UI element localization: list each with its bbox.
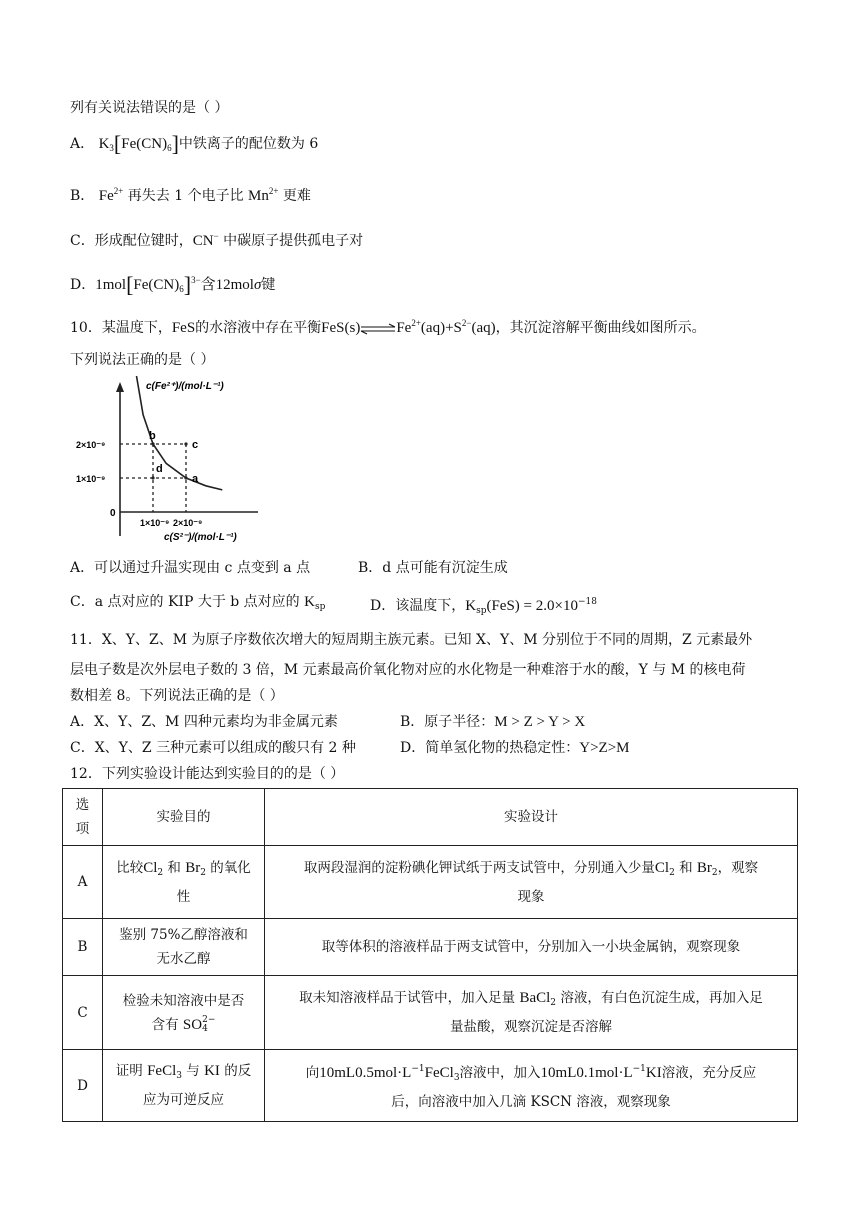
q11-option-a: A．X、Y、Z、M 四种元素均为非金属元素 [70, 714, 338, 730]
row-a-purpose: 比较$Cl_2$ 和 $Br_2$ 的氧化 性 [103, 846, 265, 919]
point-label-a: a [192, 473, 199, 485]
q10-option-b: B．d 点可能有沉淀生成 [358, 560, 508, 576]
table-row-a [63, 846, 798, 919]
q11-stem-line3: 数相差 8。下列说法正确的是（ ） [70, 688, 284, 704]
row-c-purpose: 检验未知溶液中是否 含有 SO2− 4 [103, 976, 265, 1050]
x-tick-label: 2×10⁻⁹ [173, 518, 203, 528]
q11-stem-line1: 11．X、Y、Z、M 为原子序数依次增大的短周期主族元素。已知 X、Y、M 分别位于不同的周期，Z 元素最外 [70, 632, 753, 648]
y-axis-arrow-icon [116, 382, 124, 392]
point-label-b: b [149, 430, 156, 442]
q11-option-c: C．X、Y、Z 三种元素可以组成的酸只有 2 种 [70, 740, 356, 756]
origin-label: 0 [110, 508, 116, 519]
row-b-design: 取等体积的溶液样品于两支试管中，分别加入一小块金属钠，观察现象 [265, 919, 798, 976]
q10-option-d: D．该温度下，$K_{sp}(FeS) = 2.0\times 10^{-18}$ [370, 597, 597, 616]
point-a [184, 476, 187, 479]
header-purpose: 实验目的 [103, 789, 265, 846]
row-d-design: 向$10mL0.5mol\cdot L^{-1}FeCl_3$溶液中，加入$10mL0.1mol\cdot L^{-1}KI$溶液，充分反应 后，向溶液中加入几滴 KSCN 溶液，观察现象 [265, 1050, 798, 1122]
point-d [151, 476, 154, 479]
row-c-design: 取未知溶液样品于试管中，加入足量 BaCl$_2$ 溶液，有白色沉淀生成，再加入足 量盐酸，观察沉淀是否溶解 [265, 976, 798, 1050]
q9-option-a: A． $K_3[Fe(CN)_6]$中铁离子的配位数为 6 [70, 131, 319, 156]
q9-option-c: C．形成配位键时，CN− 中碳原子提供孤电子对 [70, 231, 364, 249]
q12-stem: 12．下列实验设计能达到实验目的的是（ ） [70, 766, 345, 782]
point-label-c: c [192, 439, 199, 451]
point-label-d: d [156, 463, 163, 475]
q10-option-a: A．可以通过升温实现由 c 点变到 a 点 [70, 560, 311, 576]
row-b-option: B [63, 919, 103, 976]
q10-stem-line2: 下列说法正确的是（ ） [70, 352, 215, 368]
row-b-purpose: 鉴别 75%乙醇溶液和 无水乙醇 [103, 919, 265, 976]
experiment-table [62, 788, 798, 1122]
q11-option-d: D．简单氢化物的热稳定性：Y>Z>M [400, 740, 630, 756]
q10-stem: 10．某温度下，FeS的水溶液中存在平衡FeS(s) $Fe^{2+}(aq)+S^{2-}(aq)$，其沉淀溶解平衡曲线如图所示。 [70, 318, 706, 336]
y-axis-label: c(Fe²⁺)/(mol·L⁻¹) [146, 381, 224, 392]
row-d-purpose: 证明 FeCl$_3$ 与 KI 的反 应为可逆反应 [103, 1050, 265, 1122]
row-a-design: 取两段湿润的淀粉碘化钾试纸于两支试管中，分别通入少量$Cl_2$ 和 $Br_2$，观察 现象 [265, 846, 798, 919]
q11-stem-line2: 层电子数是次外层电子数的 3 倍，M 元素最高价氧化物对应的水化物是一种难溶于水的酸，Y 与 M 的核电荷 [70, 662, 746, 678]
y-tick-label: 1×10⁻⁹ [76, 474, 106, 484]
row-c-option: C [63, 976, 103, 1050]
point-b [151, 442, 154, 445]
table-header-row [63, 789, 798, 846]
equilibrium-arrow-icon [360, 324, 396, 334]
header-option: 选 项 [63, 789, 103, 846]
row-a-option: A [63, 846, 103, 919]
table-row-d [63, 1050, 798, 1122]
table-row-c [63, 976, 798, 1050]
header-design: 实验设计 [265, 789, 798, 846]
q11-option-b: B．原子半径：M > Z > Y > X [400, 714, 586, 730]
solubility-equilibrium-chart [76, 376, 273, 548]
x-axis-label: c(S²⁻)/(mol·L⁻¹) [164, 532, 237, 543]
q10-option-c: C．a 点对应的 KIP 大于 b 点对应的 $K_{sp}$ [70, 594, 326, 612]
row-d-option: D [63, 1050, 103, 1122]
x-tick-label: 1×10⁻⁹ [140, 518, 170, 528]
y-tick-label: 2×10⁻⁹ [76, 440, 106, 450]
point-c [184, 442, 187, 445]
q9-option-d: D．$1mol[Fe(CN)_6]^{3-}$含12molσ键 [70, 272, 276, 297]
table-row-b [63, 919, 798, 976]
q9-stem: 列有关说法错误的是（ ） [70, 100, 229, 116]
q9-option-b: B． $Fe^{2+}$ 再失去 1 个电子比 $Mn^{2+}$ 更难 [70, 186, 311, 204]
